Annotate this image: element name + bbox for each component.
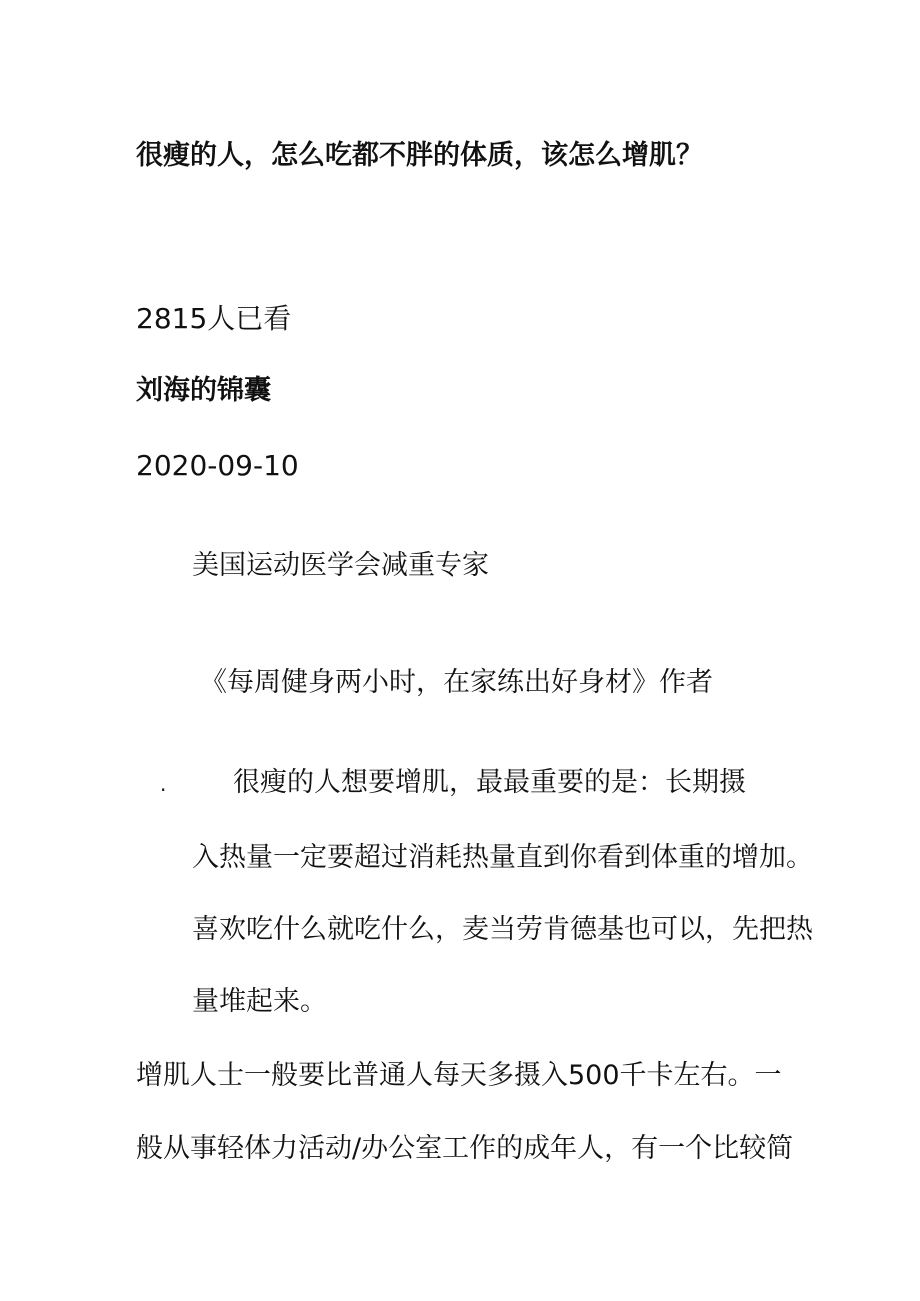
body-line-2: 般从事轻体力活动/办公室工作的成年人，有一个比较简 bbox=[136, 1133, 794, 1164]
body-line-1: 增肌人士一般要比普通人每天多摄入500千卡左右。一 bbox=[136, 1060, 782, 1091]
bullet-line-4: 量堆起来。 bbox=[192, 986, 327, 1017]
view-count: 2815人已看 bbox=[136, 302, 292, 335]
bullet-marker: . bbox=[160, 772, 167, 796]
author-credential: 美国运动医学会减重专家 bbox=[192, 550, 489, 581]
author-name: 刘海的锦囊 bbox=[136, 375, 271, 406]
bullet-line-3: 喜欢吃什么就吃什么，麦当劳肯德基也可以，先把热 bbox=[192, 914, 813, 945]
author-book: 《每周健身两小时，在家练出好身材》作者 bbox=[200, 667, 713, 698]
bullet-line-1: 很瘦的人想要增肌，最最重要的是：长期摄 bbox=[233, 767, 746, 798]
publish-date: 2020-09-10 bbox=[136, 449, 299, 482]
article-title: 很瘦的人，怎么吃都不胖的体质，该怎么增肌？ bbox=[136, 140, 703, 171]
bullet-line-2: 入热量一定要超过消耗热量直到你看到体重的增加。 bbox=[192, 842, 813, 873]
